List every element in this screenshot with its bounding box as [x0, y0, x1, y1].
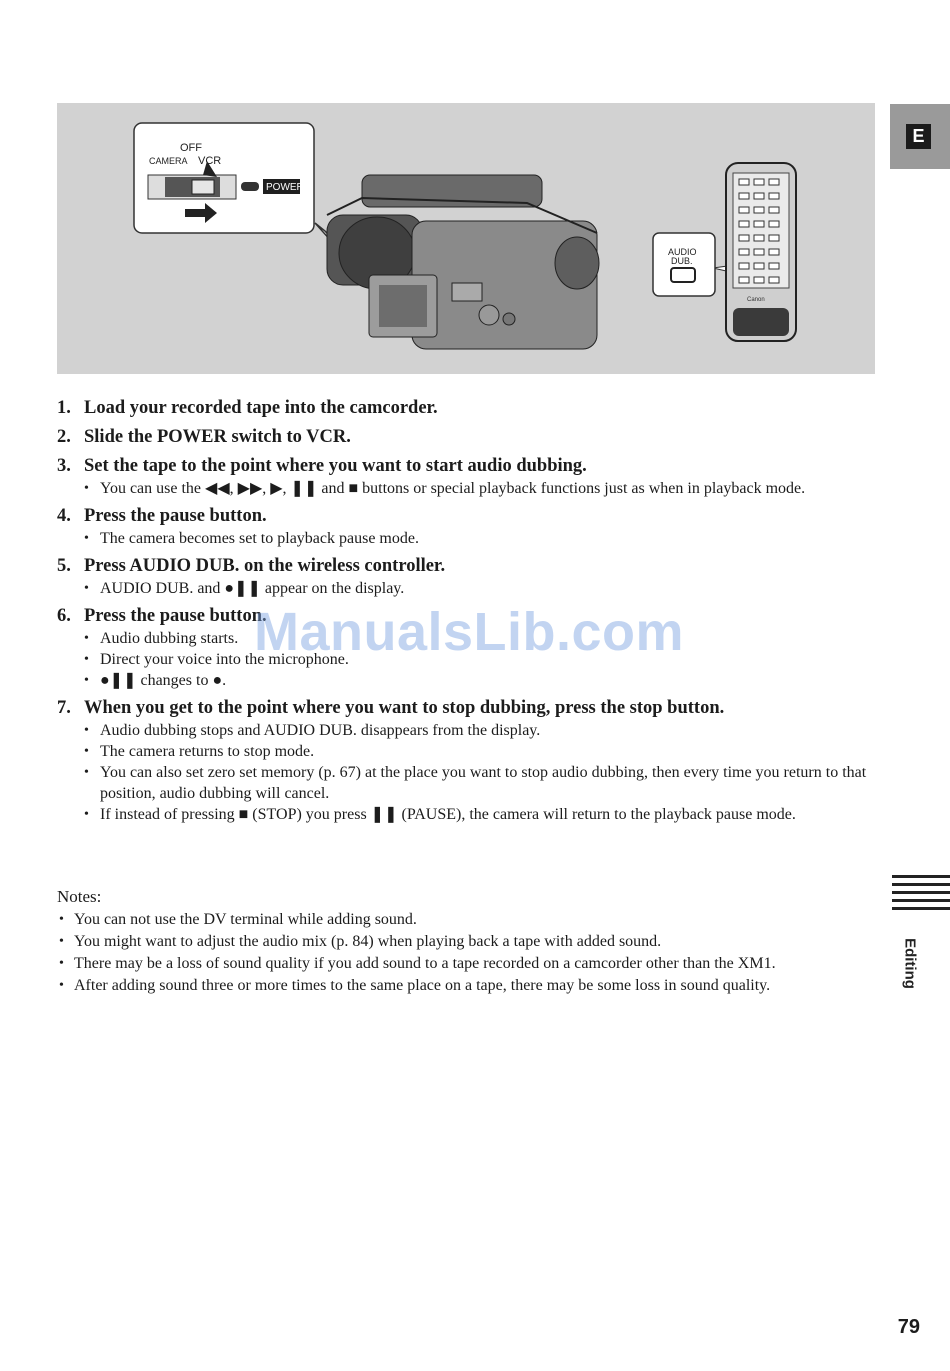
- step-bullet: • ●❚❚ changes to ●.: [57, 670, 877, 691]
- remote-control-drawing: [726, 163, 796, 341]
- steps-list: [57, 397, 877, 831]
- power-label: POWER: [266, 182, 304, 193]
- step-item: [57, 505, 877, 549]
- step-item: [57, 397, 877, 420]
- step-number: 3.: [57, 456, 71, 476]
- section-marker-bars: [892, 875, 950, 915]
- step-bullet: • The camera becomes set to playback pause mode.: [57, 528, 877, 549]
- step-bullet: • The camera returns to stop mode.: [57, 741, 877, 762]
- step-text: Press the pause button.: [84, 506, 267, 526]
- remote-brand: Canon: [747, 297, 765, 303]
- step-text: Set the tape to the point where you want to start audio dubbing.: [84, 456, 587, 476]
- step-number: 2.: [57, 427, 71, 447]
- step-number: 4.: [57, 506, 71, 526]
- switch-camera-label: CAMERA: [149, 156, 188, 166]
- step-number: 7.: [57, 698, 71, 718]
- step-bullets: [57, 628, 877, 691]
- step-text: Press AUDIO DUB. on the wireless controller.: [84, 556, 446, 576]
- step-bullet: • AUDIO DUB. and ●❚❚ appear on the display.: [57, 578, 877, 599]
- step-number: 1.: [57, 398, 71, 418]
- step-text: Load your recorded tape into the camcorder.: [84, 398, 438, 418]
- step-item: [57, 697, 877, 825]
- step-heading: [57, 605, 877, 628]
- step-bullets: [57, 578, 877, 599]
- watermark: ManualsLib.com: [254, 602, 685, 662]
- camcorder-drawing: [327, 175, 599, 349]
- language-letter: E: [906, 124, 931, 149]
- step-bullets: [57, 720, 877, 825]
- audio-dub-label-1: AUDIO: [668, 247, 697, 257]
- step-number: 5.: [57, 556, 71, 576]
- switch-vcr-label: VCR: [198, 155, 222, 167]
- note-item: • You might want to adjust the audio mix (p. 84) when playing back a tape with added sound.: [57, 931, 875, 953]
- step-text: Slide the POWER switch to VCR.: [84, 427, 351, 447]
- notes-section: [57, 886, 875, 997]
- audio-dub-button: [671, 268, 695, 282]
- step-text: Press the pause button.: [84, 606, 267, 626]
- step-bullets: [57, 478, 877, 499]
- step-item: [57, 455, 877, 499]
- note-item: • You can not use the DV terminal while adding sound.: [57, 909, 875, 931]
- step-bullet: • Direct your voice into the microphone.: [57, 649, 877, 670]
- step-heading: [57, 505, 877, 528]
- camcorder-illustration: [57, 103, 875, 374]
- page-number: 79: [897, 1316, 920, 1338]
- notes-list: [57, 909, 875, 997]
- audio-dub-label-2: DUB.: [671, 256, 693, 266]
- step-bullet: • If instead of pressing ■ (STOP) you press ❚❚ (PAUSE), the camera will return to the playback pause mode.: [57, 804, 877, 825]
- step-bullet: • You can use the ◀◀, ▶▶, ▶, ❚❚ and ■ buttons or special playback functions just as when in playback mode.: [57, 478, 877, 499]
- step-bullet: • Audio dubbing starts.: [57, 628, 877, 649]
- switch-off-label: OFF: [180, 142, 202, 154]
- step-item: [57, 426, 877, 449]
- section-label: Editing: [901, 938, 919, 989]
- note-item: • After adding sound three or more times to the same place on a tape, there may be some loss in sound quality.: [57, 975, 875, 997]
- step-heading: [57, 455, 877, 478]
- step-item: [57, 605, 877, 691]
- step-bullets: [57, 528, 877, 549]
- step-heading: [57, 697, 877, 720]
- step-number: 6.: [57, 606, 71, 626]
- step-bullet: • You can also set zero set memory (p. 67) at the place you want to stop audio dubbing, then every time you return to that position, audio dubbing will cancel.: [57, 762, 877, 804]
- notes-title: Notes:: [57, 887, 102, 906]
- step-heading: [57, 555, 877, 578]
- step-heading: [57, 426, 877, 449]
- step-heading: [57, 397, 877, 420]
- language-tab: [890, 104, 950, 169]
- step-bullet: • Audio dubbing stops and AUDIO DUB. disappears from the display.: [57, 720, 877, 741]
- step-text: When you get to the point where you want to stop dubbing, press the stop button.: [84, 698, 725, 718]
- note-item: • There may be a loss of sound quality if you add sound to a tape recorded on a camcorder other than the XM1.: [57, 953, 875, 975]
- step-item: [57, 555, 877, 599]
